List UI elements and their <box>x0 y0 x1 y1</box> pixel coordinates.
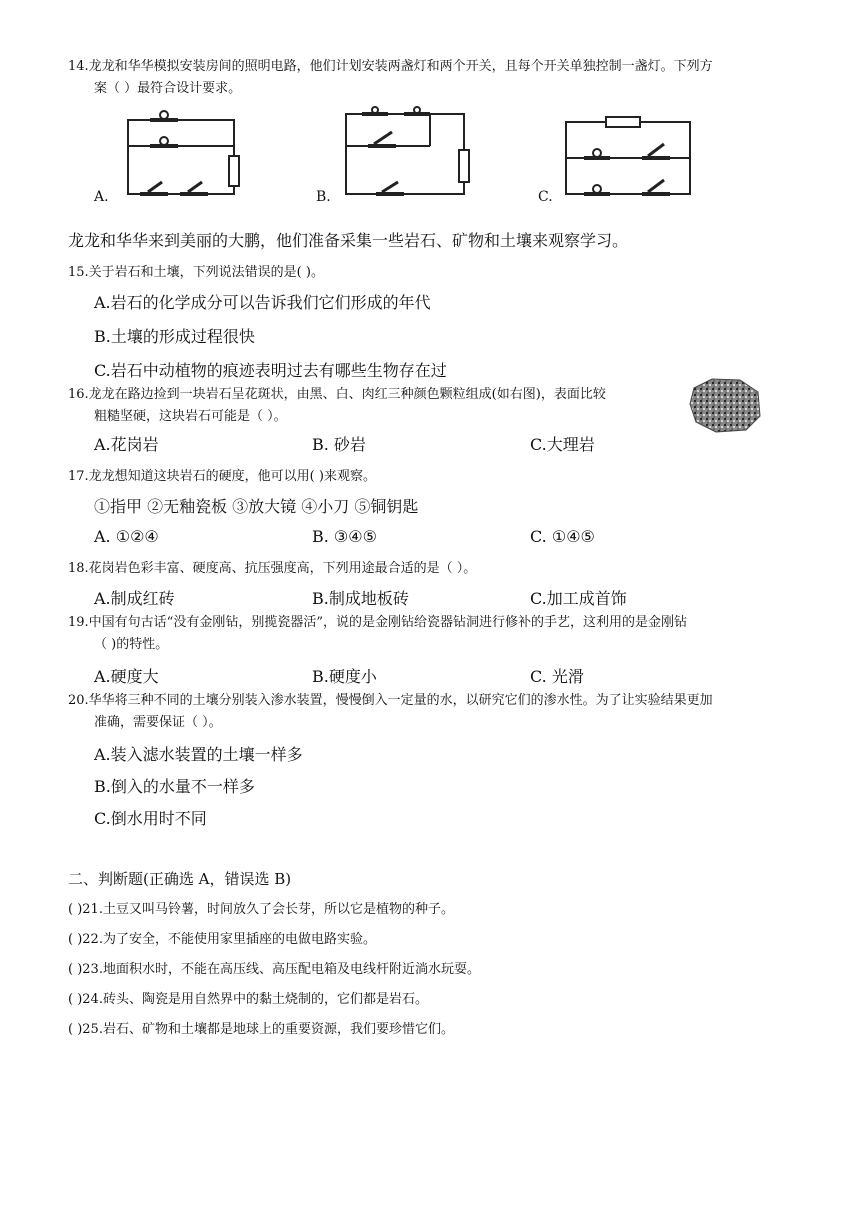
granite-rock-image <box>688 376 762 434</box>
judgment-25: ( )25.岩石、矿物和土壤都是地球上的重要资源，我们要珍惜它们。 <box>68 1022 454 1037</box>
question-16-line1: 16.龙龙在路边捡到一块岩石呈花斑状，由黑、白、肉红三种颜色颗粒组成(如右图)，表面比较 <box>68 387 606 402</box>
question-15-stem: 15.关于岩石和土壤，下列说法错误的是( )。 <box>68 265 324 280</box>
q19-option-c: C. 光滑 <box>530 667 584 686</box>
question-20-line2: 准确，需要保证（ ）。 <box>94 715 222 730</box>
judgment-24: ( )24.砖头、陶瓷是用自然界中的黏土烧制的，它们都是岩石。 <box>68 992 428 1007</box>
q19-option-b: B.硬度小 <box>312 667 377 686</box>
q16-option-c: C.大理岩 <box>530 435 595 454</box>
section-2-heading: 二、判断题(正确选 A，错误选 B) <box>68 870 292 888</box>
circuit-b-diagram <box>346 107 469 194</box>
question-16 <box>68 384 688 428</box>
question-19-line2: （ )的特性。 <box>94 637 169 652</box>
option-b-label: B. <box>316 189 331 205</box>
q16-option-b: B. 砂岩 <box>312 435 366 454</box>
question-17-stem: 17.龙龙想知道这块岩石的硬度，他可以用( )来观察。 <box>68 469 376 484</box>
q18-option-a: A.制成红砖 <box>94 589 175 608</box>
question-14 <box>68 56 798 100</box>
q20-option-b: B.倒入的水量不一样多 <box>94 777 255 796</box>
q15-option-b: B.土壤的形成过程很快 <box>94 327 255 346</box>
q16-option-a: A.花岗岩 <box>94 435 159 454</box>
question-18-stem: 18.花岗岩色彩丰富、硬度高、抗压强度高，下列用途最合适的是（ ）。 <box>68 561 477 576</box>
q17-option-a: A. ①②④ <box>94 527 159 546</box>
scenario-intro: 龙龙和华华来到美丽的大鹏，他们准备采集一些岩石、矿物和土壤来观察学习。 <box>68 231 629 250</box>
circuit-c-diagram <box>566 117 690 194</box>
judgment-22: ( )22.为了安全，不能使用家里插座的电做电路实验。 <box>68 932 376 947</box>
question-14-line2: 案（ ）最符合设计要求。 <box>94 81 242 96</box>
question-19 <box>68 612 798 656</box>
q17-option-c: C. ①④⑤ <box>530 527 595 546</box>
question-20 <box>68 690 798 734</box>
circuit-a-diagram <box>128 111 239 194</box>
judgment-23: ( )23.地面积水时，不能在高压线、高压配电箱及电线杆附近淌水玩耍。 <box>68 962 480 977</box>
q17-tools-list: ①指甲 ②无釉瓷板 ③放大镜 ④小刀 ⑤铜钥匙 <box>94 497 419 516</box>
q18-option-b: B.制成地板砖 <box>312 589 409 608</box>
circuit-diagrams <box>0 106 860 206</box>
q20-option-a: A.装入滤水装置的土壤一样多 <box>94 745 303 764</box>
q17-option-b: B. ③④⑤ <box>312 527 377 546</box>
question-14-line1: 14.龙龙和华华模拟安装房间的照明电路，他们计划安装两盏灯和两个开关，且每个开关单独控制一盏灯。下列方 <box>68 59 713 74</box>
option-a-label: A. <box>94 189 109 205</box>
q15-option-a: A.岩石的化学成分可以告诉我们它们形成的年代 <box>94 293 431 312</box>
q20-option-c: C.倒水用时不同 <box>94 809 207 828</box>
q18-option-c: C.加工成首饰 <box>530 589 627 608</box>
question-20-line1: 20.华华将三种不同的土壤分别装入渗水装置，慢慢倒入一定量的水，以研究它们的渗水性。为了让实验结果更加 <box>68 693 713 708</box>
q19-option-a: A.硬度大 <box>94 667 159 686</box>
question-16-line2: 粗糙坚硬，这块岩石可能是（ ）。 <box>94 409 287 424</box>
judgment-21: ( )21.土豆又叫马铃薯，时间放久了会长芽，所以它是植物的种子。 <box>68 902 454 917</box>
q15-option-c: C.岩石中动植物的痕迹表明过去有哪些生物存在过 <box>94 361 447 380</box>
question-19-line1: 19.中国有句古话“没有金刚钻，别揽瓷器活”，说的是金刚钻给瓷器钻洞进行修补的手艺，这利用的是金刚钻 <box>68 615 687 630</box>
option-c-label: C. <box>538 189 553 205</box>
